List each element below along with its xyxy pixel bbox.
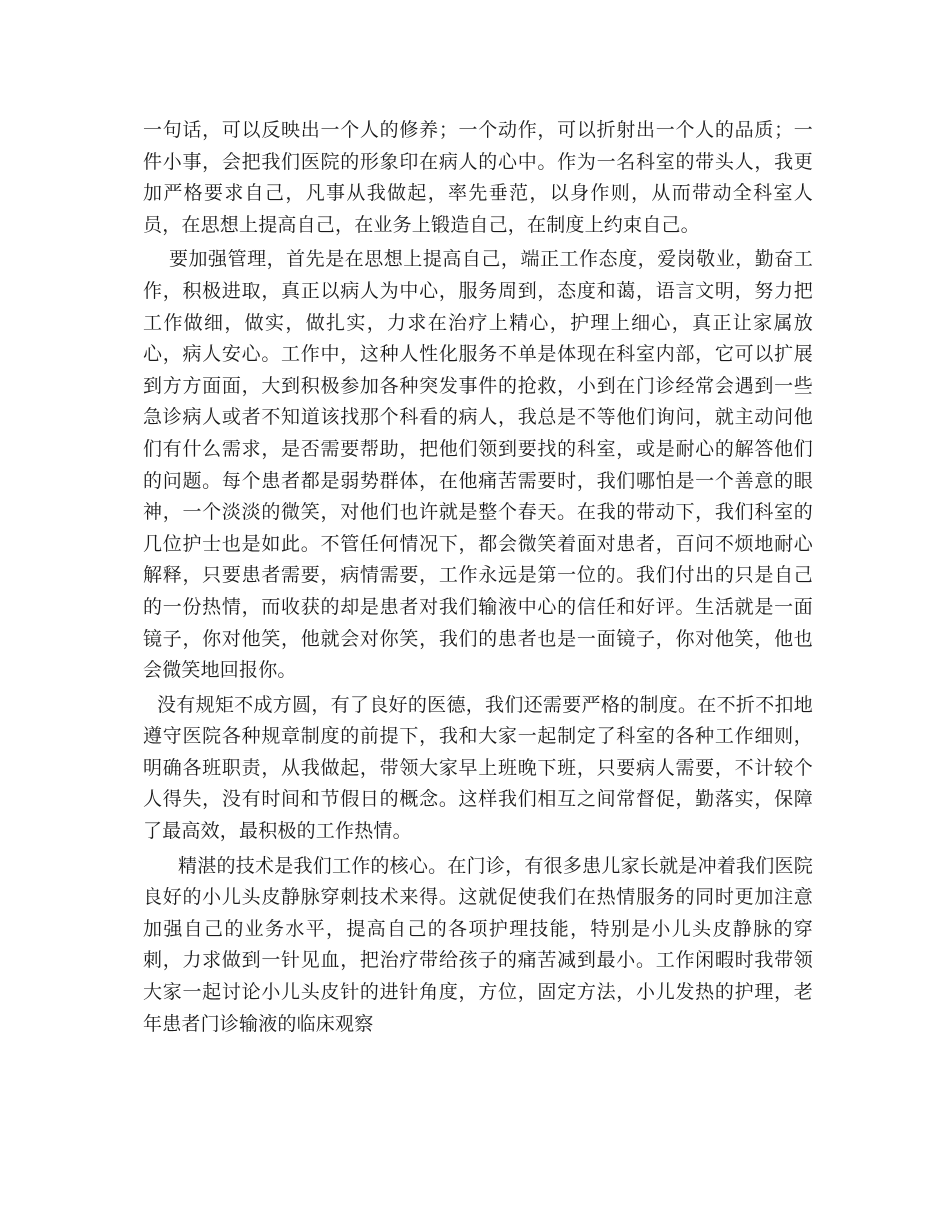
paragraph-1: 一句话，可以反映出一个人的修养；一个动作，可以折射出一个人的品质；一件小事，会把我们医院的形象印在病人的心中。作为一名科室的带头人，我更加严格要求自己，凡事从我做起，率先垂范，以身作则，从而带动全科室人员，在思想上提高自己，在业务上锻造自己，在制度上约束自己。 bbox=[143, 119, 813, 236]
paragraph-3: 没有规矩不成方圆，有了良好的医德，我们还需要严格的制度。在不折不扣地遵守医院各种规章制度的前提下，我和大家一起制定了科室的各种工作细则，明确各班职责，从我做起，带领大家早上班晚下班，只要病人需要，不计较个人得失，没有时间和节假日的概念。这样我们相互之间常督促，勤落实，保障了最高效，最积极的工作热情。 bbox=[143, 693, 813, 843]
paragraph-2: 要加强管理，首先是在思想上提高自己，端正工作态度，爱岗敬业，勤奋工作，积极进取，真正以病人为中心，服务周到，态度和蔼，语言文明，努力把工作做细，做实，做扎实，力求在治疗上精心，护理上细心，真正让家属放心，病人安心。工作中，这种人性化服务不单是体现在科室内部，它可以扩展到方方面面，大到积极参加各种突发事件的抢救，小到在门诊经常会遇到一些急诊病人或者不知道该找那个科看的病人，我总是不等他们询问，就主动问他们有什么需求，是否需要帮助，把他们领到要找的科室，或是耐心的解答他们的问题。每个患者都是弱势群体，在他痛苦需要时，我们哪怕是一个善意的眼神，一个淡淡的微笑，对他们也许就是整个春天。在我的带动下，我们科室的几位护士也是如此。不管任何情况下，都会微笑着面对患者，百问不烦地耐心解释，只要患者需要，病情需要，工作永远是第一位的。我们付出的只是自己的一份热情，而收获的却是患者对我们输液中心的信任和好评。生活就是一面镜子，你对他笑，他就会对你笑，我们的患者也是一面镜子，你对他笑，他也会微笑地回报你。 bbox=[143, 248, 813, 682]
document-body bbox=[143, 115, 813, 1043]
paragraph-4: 精湛的技术是我们工作的核心。在门诊，有很多患儿家长就是冲着我们医院良好的小儿头皮静脉穿刺技术来得。这就促使我们在热情服务的同时更加注意加强自己的业务水平，提高自己的各项护理技能，特别是小儿头皮静脉的穿刺，力求做到一针见血，把治疗带给孩子的痛苦减到最小。工作闲暇时我带领大家一起讨论小儿头皮针的进针角度，方位，固定方法，小儿发热的护理，老年患者门诊输液的临床观察 bbox=[143, 854, 813, 1035]
